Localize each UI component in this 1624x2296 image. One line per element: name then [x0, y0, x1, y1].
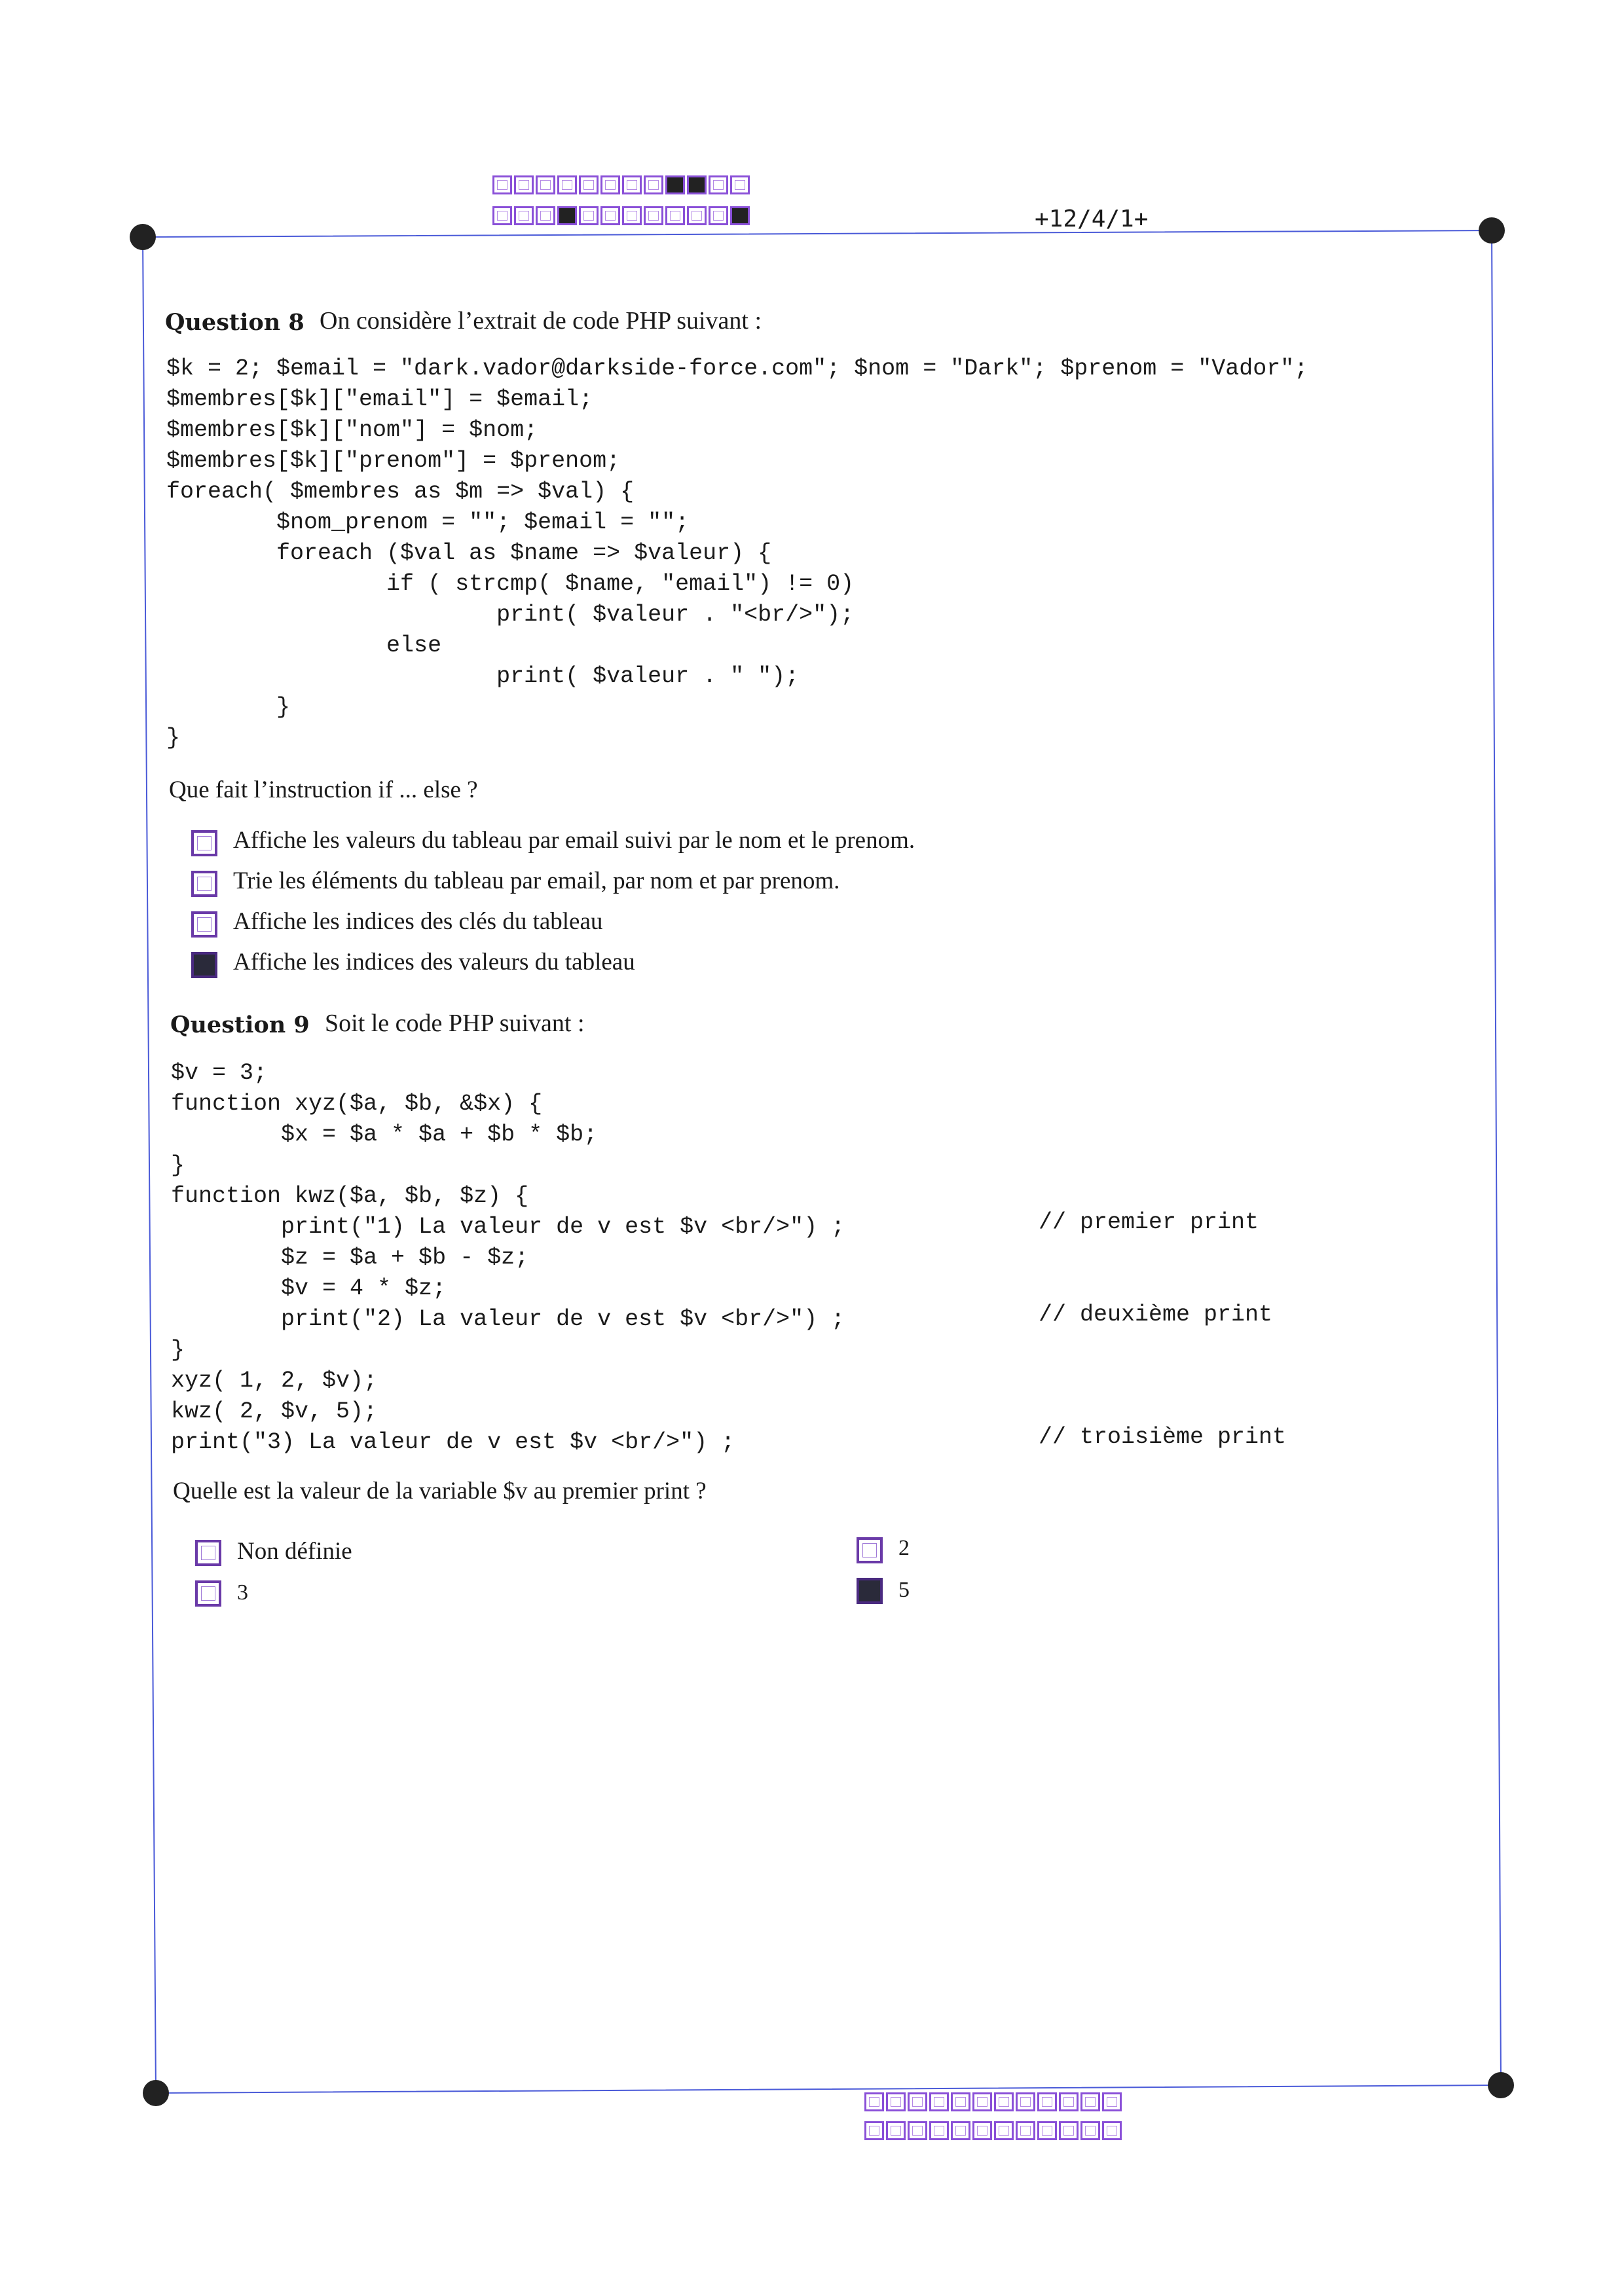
barcode-cell [1059, 2121, 1079, 2140]
q8-option-3-checkbox[interactable] [191, 911, 217, 938]
question-9-code [171, 1058, 845, 1458]
barcode-cell [1016, 2092, 1035, 2111]
corner-mark-bottom-left [143, 2080, 169, 2106]
code-line: $x = $a * $a + $b * $b; [171, 1121, 598, 1148]
q9-option-nd-label: Non définie [237, 1538, 352, 1565]
barcode-cell [1037, 2121, 1057, 2140]
question-8-label: Question 8 [165, 309, 304, 336]
code-line: $z = $a + $b - $z; [171, 1245, 529, 1271]
barcode-cell [972, 2092, 992, 2111]
corner-mark-top-right [1479, 217, 1505, 244]
barcode-cell [886, 2121, 906, 2140]
code-line: print("1) La valeur de v est $v <br/>") ; [171, 1214, 845, 1240]
barcode-cell [864, 2092, 884, 2111]
question-9-prompt: Soit le code PHP suivant : [325, 1010, 585, 1037]
code-line: function xyz($a, $b, &$x) { [171, 1091, 543, 1117]
q9-option-nd-checkbox[interactable] [195, 1540, 221, 1566]
barcode-cell [908, 2092, 927, 2111]
barcode-cell [951, 2092, 970, 2111]
code-line: $membres[$k]["prenom"] = $prenom; [166, 448, 621, 474]
q8-option-1-checkbox[interactable] [191, 830, 217, 856]
question-9-label: Question 9 [170, 1011, 310, 1038]
barcode-cell [951, 2121, 970, 2140]
q9-option-2-checkbox[interactable] [857, 1537, 883, 1563]
barcode-cell [994, 2092, 1014, 2111]
q8-option-2-checkbox[interactable] [191, 871, 217, 897]
code-line: else [166, 632, 442, 659]
q8-option-2-label: Trie les éléments du tableau par email, par nom et par prenom. [233, 867, 840, 894]
comment-second-print: // deuxième print [1039, 1302, 1273, 1328]
code-line: $nom_prenom = ""; $email = ""; [166, 509, 690, 536]
q9-option-3-checkbox[interactable] [195, 1580, 221, 1607]
barcode-cell [1016, 2121, 1035, 2140]
code-line: } [171, 1152, 185, 1178]
q9-option-2-label: 2 [898, 1536, 910, 1560]
barcode-cell [1080, 2092, 1100, 2111]
question-8-prompt: On considère l’extrait de code PHP suivant : [320, 307, 762, 335]
barcode-cell [908, 2121, 927, 2140]
code-line: } [166, 694, 291, 720]
corner-mark-bottom-right [1488, 2072, 1514, 2098]
code-line: $membres[$k]["nom"] = $nom; [166, 417, 538, 443]
barcode-cell [972, 2121, 992, 2140]
barcode-cell [994, 2121, 1014, 2140]
code-line: } [171, 1337, 185, 1363]
q8-option-4-checkbox[interactable] [191, 952, 217, 978]
comment-third-print: // troisième print [1039, 1424, 1287, 1450]
code-line: kwz( 2, $v, 5); [171, 1398, 378, 1425]
q9-option-3-label: 3 [237, 1580, 248, 1605]
corner-mark-top-left [130, 224, 156, 250]
code-line: print("2) La valeur de v est $v <br/>") ; [171, 1306, 845, 1332]
code-line: $k = 2; $email = "dark.vador@darkside-force.com"; $nom = "Dark"; $prenom = "Vador"; [166, 355, 1308, 382]
barcode-cell [929, 2121, 949, 2140]
code-line: } [166, 725, 181, 751]
page-id: +12/4/1+ [1035, 206, 1149, 232]
code-line: if ( strcmp( $name, "email") != 0) [166, 571, 855, 597]
barcode-cell [929, 2092, 949, 2111]
question-8-question: Que fait l’instruction if ... else ? [169, 776, 478, 803]
barcode-cell [864, 2121, 884, 2140]
barcode-cell [1080, 2121, 1100, 2140]
code-line: $v = 4 * $z; [171, 1275, 447, 1302]
q8-option-4-label: Affiche les indices des valeurs du tableau [233, 949, 635, 975]
question-9-question: Quelle est la valeur de la variable $v au premier print ? [173, 1478, 707, 1504]
barcode-bottom-row-1 [864, 2092, 1124, 2113]
question-8-code [166, 354, 1308, 754]
barcode-cell [1102, 2121, 1122, 2140]
code-line: $membres[$k]["email"] = $email; [166, 386, 593, 412]
barcode-cell [1059, 2092, 1079, 2111]
code-line: foreach ($val as $name => $valeur) { [166, 540, 772, 566]
barcode-bottom-row-2 [864, 2121, 1124, 2142]
q9-option-5-checkbox[interactable] [857, 1578, 883, 1604]
code-line: function kwz($a, $b, $z) { [171, 1183, 529, 1209]
barcode-cell [1102, 2092, 1122, 2111]
code-line: xyz( 1, 2, $v); [171, 1368, 378, 1394]
q8-option-3-label: Affiche les indices des clés du tableau [233, 908, 603, 935]
code-line: foreach( $membres as $m => $val) { [166, 479, 635, 505]
code-line: $v = 3; [171, 1060, 268, 1086]
code-line: print( $valeur . " "); [166, 663, 800, 689]
q8-option-1-label: Affiche les valeurs du tableau par email suivi par le nom et le prenom. [233, 827, 915, 854]
code-line: print( $valeur . "<br/>"); [166, 602, 855, 628]
barcode-cell [1037, 2092, 1057, 2111]
q9-option-5-label: 5 [898, 1578, 910, 1602]
comment-first-print: // premier print [1039, 1209, 1259, 1235]
code-line: print("3) La valeur de v est $v <br/>") ; [171, 1429, 735, 1455]
barcode-cell [886, 2092, 906, 2111]
